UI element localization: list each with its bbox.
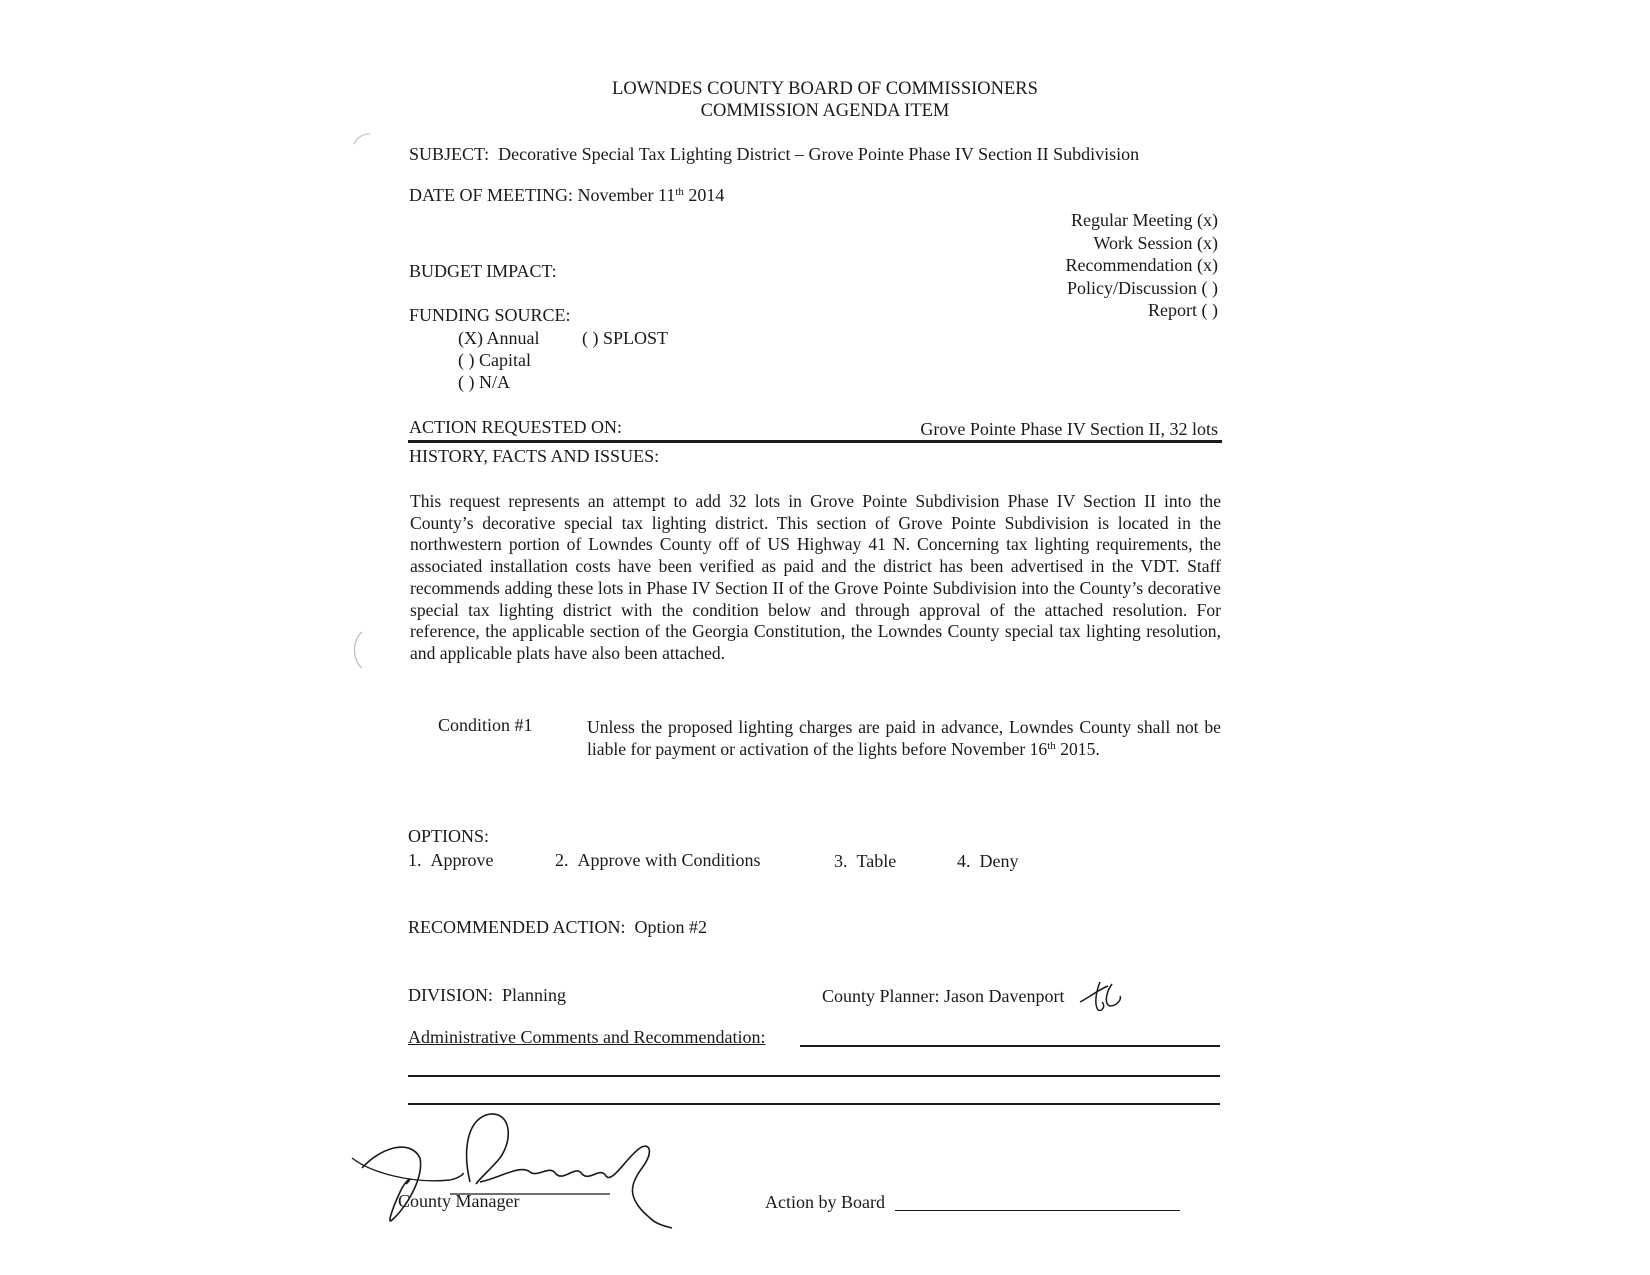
admin-comments-line-3 <box>408 1103 1220 1105</box>
meeting-date-month: November 11 <box>577 185 676 205</box>
condition-text-end: 2015. <box>1055 739 1100 759</box>
meeting-type-work-session: Work Session (x) <box>1093 232 1218 253</box>
county-planner-label: County Planner: <box>822 986 940 1006</box>
options-label: OPTIONS: <box>408 826 490 846</box>
meeting-date-label: DATE OF MEETING: <box>409 185 573 205</box>
county-manager-label: County Manager <box>398 1191 520 1211</box>
meeting-type-policy-discussion: Policy/Discussion ( ) <box>1067 277 1218 298</box>
planner-initials-icon <box>1078 978 1128 1014</box>
recommended-action-value: Option #2 <box>634 917 708 937</box>
action-by-board-line[interactable] <box>895 1210 1180 1211</box>
option-4-label: Deny <box>979 851 1019 871</box>
option-4-number: 4. <box>957 851 971 871</box>
admin-comments-label: Administrative Comments and Recommendation: <box>408 1027 766 1047</box>
section-divider <box>408 440 1222 443</box>
action-requested-label: ACTION REQUESTED ON: <box>409 417 622 437</box>
option-2 <box>555 851 761 869</box>
condition-text <box>587 716 1221 760</box>
county-planner-value: Jason Davenport <box>944 986 1065 1006</box>
meeting-type-regular: Regular Meeting (x) <box>1071 210 1218 230</box>
option-1 <box>408 851 493 869</box>
recommended-action-row <box>408 918 707 936</box>
meeting-type-recommendation: Recommendation (x) <box>1065 255 1218 275</box>
meeting-date-row <box>409 186 724 204</box>
funding-option-annual: (X) Annual <box>458 328 540 348</box>
action-by-board-label: Action by Board <box>765 1192 885 1212</box>
funding-option-splost: ( ) SPLOST <box>582 328 669 348</box>
option-4 <box>957 852 1019 870</box>
scan-mark-decoration <box>348 630 368 670</box>
funding-option-capital: ( ) Capital <box>458 350 531 370</box>
meeting-date-year: 2014 <box>688 185 725 205</box>
option-2-label: Approve with Conditions <box>577 850 761 870</box>
document-subtitle: COMMISSION AGENDA ITEM <box>700 101 950 121</box>
meeting-type-report: Report ( ) <box>1148 300 1218 320</box>
subject-value: Decorative Special Tax Lighting District – Grove Pointe Phase IV Section II Subdivision <box>498 144 1140 164</box>
funding-source-label: FUNDING SOURCE: <box>409 305 571 325</box>
funding-option-na: ( ) N/A <box>458 372 510 392</box>
condition-date-suffix: th <box>1047 740 1056 752</box>
scan-mark-decoration <box>352 130 372 150</box>
recommended-action-label: RECOMMENDED ACTION: <box>408 917 626 937</box>
option-1-number: 1. <box>408 850 422 870</box>
subject-row <box>409 145 1139 163</box>
budget-impact-label: BUDGET IMPACT: <box>409 261 557 281</box>
subject-label: SUBJECT: <box>409 144 490 164</box>
division-row <box>408 986 566 1004</box>
division-value: Planning <box>502 985 567 1005</box>
admin-comments-line-1 <box>800 1045 1220 1047</box>
document-title: LOWNDES COUNTY BOARD OF COMMISSIONERS <box>612 79 1038 99</box>
admin-comments-line-2 <box>408 1075 1220 1077</box>
option-3 <box>834 852 896 870</box>
condition-label: Condition #1 <box>438 715 533 735</box>
meeting-type-list <box>900 209 1218 322</box>
option-3-number: 3. <box>834 851 848 871</box>
county-planner-row <box>822 987 1064 1005</box>
option-2-number: 2. <box>555 850 569 870</box>
condition-text-main: Unless the proposed lighting charges are paid in advance, Lowndes County shall not be liable for payment or activation of the lights before November 16 <box>587 717 1221 759</box>
option-3-label: Table <box>856 851 897 871</box>
history-paragraph: This request represents an attempt to add 32 lots in Grove Pointe Subdivision Phase IV Section II into the County’s decorative special tax lighting district. This section of Grove Pointe Subdivision is located in the northwestern portion of Lowndes County off of US Highway 41 N. Concerning tax lighting requirements, the associated installation costs have been verified as paid and the district has been advertised in the VDT. Staff recommends adding these lots in Phase IV Section II of the Grove Pointe Subdivision into the County’s decorative special tax lighting district with the condition below and through approval of the attached resolution. For reference, the applicable section of the Georgia Constitution, the Lowndes County special tax lighting resolution, and applicable plats have also been attached. <box>410 491 1221 663</box>
history-label: HISTORY, FACTS AND ISSUES: <box>409 446 660 466</box>
division-label: DIVISION: <box>408 985 493 1005</box>
meeting-date-suffix: th <box>675 186 684 198</box>
action-requested-value: Grove Pointe Phase IV Section II, 32 lots <box>920 419 1218 439</box>
option-1-label: Approve <box>430 850 494 870</box>
